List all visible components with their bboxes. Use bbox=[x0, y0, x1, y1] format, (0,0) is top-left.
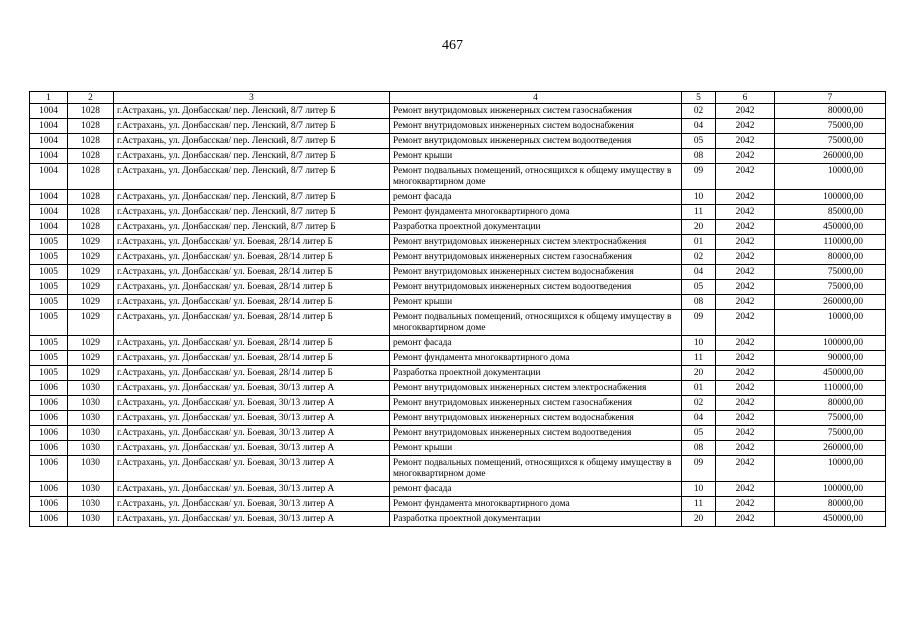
work-code-cell: 09 bbox=[682, 310, 716, 336]
cost-cell: 80000,00 bbox=[775, 104, 886, 119]
object-id-cell: 1028 bbox=[68, 205, 114, 220]
year-cell: 2042 bbox=[716, 205, 775, 220]
object-id-cell: 1029 bbox=[68, 295, 114, 310]
table-row bbox=[30, 280, 886, 295]
house-number-cell: 1005 bbox=[30, 235, 68, 250]
work-type-cell: Ремонт внутридомовых инженерных систем электроснабжения bbox=[390, 381, 682, 396]
table-row bbox=[30, 441, 886, 456]
table-row bbox=[30, 426, 886, 441]
header-cell: 5 bbox=[682, 92, 716, 104]
object-id-cell: 1028 bbox=[68, 220, 114, 235]
object-id-cell: 1028 bbox=[68, 149, 114, 164]
address-cell: г.Астрахань, ул. Донбасская/ ул. Боевая, 28/14 литер Б bbox=[114, 280, 390, 295]
work-type-cell: Ремонт подвальных помещений, относящихся к общему имуществу в многоквартирном доме bbox=[390, 456, 682, 482]
cost-cell: 75000,00 bbox=[775, 280, 886, 295]
table-row bbox=[30, 149, 886, 164]
work-code-cell: 10 bbox=[682, 336, 716, 351]
table-row bbox=[30, 366, 886, 381]
address-cell: г.Астрахань, ул. Донбасская/ пер. Ленский, 8/7 литер Б bbox=[114, 149, 390, 164]
year-cell: 2042 bbox=[716, 441, 775, 456]
cost-cell: 75000,00 bbox=[775, 411, 886, 426]
table-row bbox=[30, 119, 886, 134]
work-code-cell: 08 bbox=[682, 149, 716, 164]
object-id-cell: 1029 bbox=[68, 280, 114, 295]
work-code-cell: 04 bbox=[682, 119, 716, 134]
year-cell: 2042 bbox=[716, 134, 775, 149]
year-cell: 2042 bbox=[716, 366, 775, 381]
house-number-cell: 1005 bbox=[30, 366, 68, 381]
address-cell: г.Астрахань, ул. Донбасская/ ул. Боевая, 30/13 литер А bbox=[114, 482, 390, 497]
address-cell: г.Астрахань, ул. Донбасская/ ул. Боевая, 30/13 литер А bbox=[114, 426, 390, 441]
cost-cell: 100000,00 bbox=[775, 482, 886, 497]
house-number-cell: 1006 bbox=[30, 396, 68, 411]
table-row bbox=[30, 220, 886, 235]
header-cell: 1 bbox=[30, 92, 68, 104]
work-type-cell: Ремонт подвальных помещений, относящихся к общему имуществу в многоквартирном доме bbox=[390, 164, 682, 190]
address-cell: г.Астрахань, ул. Донбасская/ ул. Боевая, 30/13 литер А bbox=[114, 512, 390, 527]
cost-cell: 85000,00 bbox=[775, 205, 886, 220]
work-type-cell: Ремонт крыши bbox=[390, 295, 682, 310]
work-code-cell: 04 bbox=[682, 265, 716, 280]
table-row bbox=[30, 351, 886, 366]
cost-cell: 450000,00 bbox=[775, 220, 886, 235]
table-row bbox=[30, 205, 886, 220]
address-cell: г.Астрахань, ул. Донбасская/ ул. Боевая, 30/13 литер А bbox=[114, 381, 390, 396]
year-cell: 2042 bbox=[716, 336, 775, 351]
table-row bbox=[30, 456, 886, 482]
address-cell: г.Астрахань, ул. Донбасская/ ул. Боевая, 28/14 литер Б bbox=[114, 351, 390, 366]
address-cell: г.Астрахань, ул. Донбасская/ ул. Боевая, 28/14 литер Б bbox=[114, 250, 390, 265]
address-cell: г.Астрахань, ул. Донбасская/ ул. Боевая, 28/14 литер Б bbox=[114, 235, 390, 250]
work-code-cell: 20 bbox=[682, 220, 716, 235]
object-id-cell: 1028 bbox=[68, 190, 114, 205]
work-type-cell: Разработка проектной документации bbox=[390, 220, 682, 235]
year-cell: 2042 bbox=[716, 381, 775, 396]
object-id-cell: 1030 bbox=[68, 456, 114, 482]
work-type-cell: Ремонт фундамента многоквартирного дома bbox=[390, 205, 682, 220]
work-code-cell: 05 bbox=[682, 280, 716, 295]
year-cell: 2042 bbox=[716, 280, 775, 295]
page-number: 467 bbox=[442, 38, 463, 53]
work-type-cell: Ремонт внутридомовых инженерных систем водоотведения bbox=[390, 280, 682, 295]
year-cell: 2042 bbox=[716, 250, 775, 265]
work-type-cell: ремонт фасада bbox=[390, 482, 682, 497]
address-cell: г.Астрахань, ул. Донбасская/ ул. Боевая, 30/13 литер А bbox=[114, 497, 390, 512]
object-id-cell: 1030 bbox=[68, 441, 114, 456]
work-code-cell: 09 bbox=[682, 456, 716, 482]
table-row bbox=[30, 336, 886, 351]
work-code-cell: 02 bbox=[682, 250, 716, 265]
work-type-cell: Ремонт внутридомовых инженерных систем электроснабжения bbox=[390, 235, 682, 250]
address-cell: г.Астрахань, ул. Донбасская/ ул. Боевая, 30/13 литер А bbox=[114, 456, 390, 482]
work-code-cell: 10 bbox=[682, 190, 716, 205]
cost-cell: 100000,00 bbox=[775, 190, 886, 205]
year-cell: 2042 bbox=[716, 497, 775, 512]
table-row bbox=[30, 497, 886, 512]
year-cell: 2042 bbox=[716, 220, 775, 235]
year-cell: 2042 bbox=[716, 104, 775, 119]
cost-cell: 110000,00 bbox=[775, 381, 886, 396]
work-code-cell: 08 bbox=[682, 295, 716, 310]
table-row bbox=[30, 164, 886, 190]
table-row bbox=[30, 381, 886, 396]
year-cell: 2042 bbox=[716, 396, 775, 411]
house-number-cell: 1004 bbox=[30, 149, 68, 164]
house-number-cell: 1004 bbox=[30, 164, 68, 190]
address-cell: г.Астрахань, ул. Донбасская/ ул. Боевая, 28/14 литер Б bbox=[114, 265, 390, 280]
work-type-cell: Ремонт внутридомовых инженерных систем водоотведения bbox=[390, 134, 682, 149]
house-number-cell: 1005 bbox=[30, 250, 68, 265]
year-cell: 2042 bbox=[716, 351, 775, 366]
header-cell: 3 bbox=[114, 92, 390, 104]
house-number-cell: 1005 bbox=[30, 280, 68, 295]
work-type-cell: Ремонт внутридомовых инженерных систем водоснабжения bbox=[390, 411, 682, 426]
address-cell: г.Астрахань, ул. Донбасская/ ул. Боевая, 30/13 литер А bbox=[114, 411, 390, 426]
work-type-cell: Разработка проектной документации bbox=[390, 512, 682, 527]
table-row bbox=[30, 482, 886, 497]
table-row bbox=[30, 190, 886, 205]
address-cell: г.Астрахань, ул. Донбасская/ пер. Ленский, 8/7 литер Б bbox=[114, 220, 390, 235]
object-id-cell: 1028 bbox=[68, 134, 114, 149]
house-number-cell: 1006 bbox=[30, 482, 68, 497]
year-cell: 2042 bbox=[716, 265, 775, 280]
work-code-cell: 11 bbox=[682, 351, 716, 366]
year-cell: 2042 bbox=[716, 411, 775, 426]
house-number-cell: 1005 bbox=[30, 265, 68, 280]
work-type-cell: ремонт фасада bbox=[390, 190, 682, 205]
object-id-cell: 1029 bbox=[68, 265, 114, 280]
house-number-cell: 1004 bbox=[30, 220, 68, 235]
house-number-cell: 1006 bbox=[30, 456, 68, 482]
house-number-cell: 1006 bbox=[30, 411, 68, 426]
address-cell: г.Астрахань, ул. Донбасская/ ул. Боевая, 28/14 литер Б bbox=[114, 366, 390, 381]
year-cell: 2042 bbox=[716, 310, 775, 336]
object-id-cell: 1030 bbox=[68, 396, 114, 411]
cost-cell: 450000,00 bbox=[775, 512, 886, 527]
house-number-cell: 1006 bbox=[30, 426, 68, 441]
cost-cell: 10000,00 bbox=[775, 164, 886, 190]
work-code-cell: 20 bbox=[682, 512, 716, 527]
table-row bbox=[30, 396, 886, 411]
year-cell: 2042 bbox=[716, 426, 775, 441]
object-id-cell: 1029 bbox=[68, 235, 114, 250]
cost-cell: 260000,00 bbox=[775, 295, 886, 310]
address-cell: г.Астрахань, ул. Донбасская/ ул. Боевая, 28/14 литер Б bbox=[114, 295, 390, 310]
table-row bbox=[30, 134, 886, 149]
year-cell: 2042 bbox=[716, 512, 775, 527]
house-number-cell: 1005 bbox=[30, 336, 68, 351]
object-id-cell: 1030 bbox=[68, 426, 114, 441]
house-number-cell: 1005 bbox=[30, 351, 68, 366]
work-type-cell: Разработка проектной документации bbox=[390, 366, 682, 381]
address-cell: г.Астрахань, ул. Донбасская/ пер. Ленский, 8/7 литер Б bbox=[114, 134, 390, 149]
table-header-row bbox=[30, 92, 886, 104]
address-cell: г.Астрахань, ул. Донбасская/ ул. Боевая, 28/14 литер Б bbox=[114, 310, 390, 336]
cost-cell: 10000,00 bbox=[775, 456, 886, 482]
object-id-cell: 1028 bbox=[68, 119, 114, 134]
cost-cell: 90000,00 bbox=[775, 351, 886, 366]
object-id-cell: 1029 bbox=[68, 250, 114, 265]
house-number-cell: 1004 bbox=[30, 134, 68, 149]
object-id-cell: 1029 bbox=[68, 351, 114, 366]
cost-cell: 110000,00 bbox=[775, 235, 886, 250]
year-cell: 2042 bbox=[716, 119, 775, 134]
address-cell: г.Астрахань, ул. Донбасская/ пер. Ленский, 8/7 литер Б bbox=[114, 119, 390, 134]
work-type-cell: Ремонт внутридомовых инженерных систем газоснабжения bbox=[390, 104, 682, 119]
repair-schedule-table bbox=[29, 91, 886, 527]
work-code-cell: 20 bbox=[682, 366, 716, 381]
work-type-cell: Ремонт внутридомовых инженерных систем газоснабжения bbox=[390, 396, 682, 411]
cost-cell: 75000,00 bbox=[775, 265, 886, 280]
cost-cell: 80000,00 bbox=[775, 396, 886, 411]
address-cell: г.Астрахань, ул. Донбасская/ ул. Боевая, 30/13 литер А bbox=[114, 396, 390, 411]
work-code-cell: 08 bbox=[682, 441, 716, 456]
work-type-cell: ремонт фасада bbox=[390, 336, 682, 351]
table-row bbox=[30, 265, 886, 280]
year-cell: 2042 bbox=[716, 164, 775, 190]
address-cell: г.Астрахань, ул. Донбасская/ пер. Ленский, 8/7 литер Б bbox=[114, 104, 390, 119]
address-cell: г.Астрахань, ул. Донбасская/ ул. Боевая, 30/13 литер А bbox=[114, 441, 390, 456]
address-cell: г.Астрахань, ул. Донбасская/ пер. Ленский, 8/7 литер Б bbox=[114, 205, 390, 220]
house-number-cell: 1006 bbox=[30, 441, 68, 456]
cost-cell: 450000,00 bbox=[775, 366, 886, 381]
work-code-cell: 11 bbox=[682, 205, 716, 220]
house-number-cell: 1005 bbox=[30, 295, 68, 310]
cost-cell: 75000,00 bbox=[775, 134, 886, 149]
cost-cell: 80000,00 bbox=[775, 497, 886, 512]
object-id-cell: 1028 bbox=[68, 104, 114, 119]
object-id-cell: 1030 bbox=[68, 411, 114, 426]
object-id-cell: 1030 bbox=[68, 497, 114, 512]
header-cell: 4 bbox=[390, 92, 682, 104]
header-cell: 2 bbox=[68, 92, 114, 104]
year-cell: 2042 bbox=[716, 190, 775, 205]
table-row bbox=[30, 310, 886, 336]
address-cell: г.Астрахань, ул. Донбасская/ пер. Ленский, 8/7 литер Б bbox=[114, 164, 390, 190]
work-code-cell: 09 bbox=[682, 164, 716, 190]
header-cell: 6 bbox=[716, 92, 775, 104]
header-cell: 7 bbox=[775, 92, 886, 104]
house-number-cell: 1004 bbox=[30, 104, 68, 119]
work-code-cell: 05 bbox=[682, 134, 716, 149]
address-cell: г.Астрахань, ул. Донбасская/ ул. Боевая, 28/14 литер Б bbox=[114, 336, 390, 351]
cost-cell: 10000,00 bbox=[775, 310, 886, 336]
house-number-cell: 1004 bbox=[30, 205, 68, 220]
work-type-cell: Ремонт внутридомовых инженерных систем водоснабжения bbox=[390, 119, 682, 134]
work-type-cell: Ремонт крыши bbox=[390, 149, 682, 164]
work-type-cell: Ремонт фундамента многоквартирного дома bbox=[390, 497, 682, 512]
house-number-cell: 1004 bbox=[30, 119, 68, 134]
object-id-cell: 1029 bbox=[68, 310, 114, 336]
cost-cell: 260000,00 bbox=[775, 441, 886, 456]
object-id-cell: 1029 bbox=[68, 336, 114, 351]
table-row bbox=[30, 104, 886, 119]
cost-cell: 260000,00 bbox=[775, 149, 886, 164]
work-type-cell: Ремонт крыши bbox=[390, 441, 682, 456]
year-cell: 2042 bbox=[716, 149, 775, 164]
work-code-cell: 11 bbox=[682, 497, 716, 512]
table-row bbox=[30, 250, 886, 265]
object-id-cell: 1030 bbox=[68, 512, 114, 527]
work-code-cell: 04 bbox=[682, 411, 716, 426]
table-row bbox=[30, 411, 886, 426]
object-id-cell: 1029 bbox=[68, 366, 114, 381]
table-row bbox=[30, 235, 886, 250]
work-type-cell: Ремонт внутридомовых инженерных систем газоснабжения bbox=[390, 250, 682, 265]
work-type-cell: Ремонт подвальных помещений, относящихся к общему имуществу в многоквартирном доме bbox=[390, 310, 682, 336]
table-row bbox=[30, 512, 886, 527]
object-id-cell: 1028 bbox=[68, 164, 114, 190]
cost-cell: 75000,00 bbox=[775, 426, 886, 441]
year-cell: 2042 bbox=[716, 456, 775, 482]
work-type-cell: Ремонт внутридомовых инженерных систем водоснабжения bbox=[390, 265, 682, 280]
object-id-cell: 1030 bbox=[68, 482, 114, 497]
work-code-cell: 01 bbox=[682, 235, 716, 250]
year-cell: 2042 bbox=[716, 235, 775, 250]
year-cell: 2042 bbox=[716, 295, 775, 310]
work-code-cell: 01 bbox=[682, 381, 716, 396]
house-number-cell: 1004 bbox=[30, 190, 68, 205]
year-cell: 2042 bbox=[716, 482, 775, 497]
cost-cell: 75000,00 bbox=[775, 119, 886, 134]
work-type-cell: Ремонт внутридомовых инженерных систем водоотведения bbox=[390, 426, 682, 441]
house-number-cell: 1006 bbox=[30, 497, 68, 512]
house-number-cell: 1006 bbox=[30, 381, 68, 396]
work-type-cell: Ремонт фундамента многоквартирного дома bbox=[390, 351, 682, 366]
table-row bbox=[30, 295, 886, 310]
work-code-cell: 10 bbox=[682, 482, 716, 497]
address-cell: г.Астрахань, ул. Донбасская/ пер. Ленский, 8/7 литер Б bbox=[114, 190, 390, 205]
object-id-cell: 1030 bbox=[68, 381, 114, 396]
work-code-cell: 02 bbox=[682, 104, 716, 119]
work-code-cell: 05 bbox=[682, 426, 716, 441]
house-number-cell: 1006 bbox=[30, 512, 68, 527]
cost-cell: 80000,00 bbox=[775, 250, 886, 265]
cost-cell: 100000,00 bbox=[775, 336, 886, 351]
house-number-cell: 1005 bbox=[30, 310, 68, 336]
work-code-cell: 02 bbox=[682, 396, 716, 411]
